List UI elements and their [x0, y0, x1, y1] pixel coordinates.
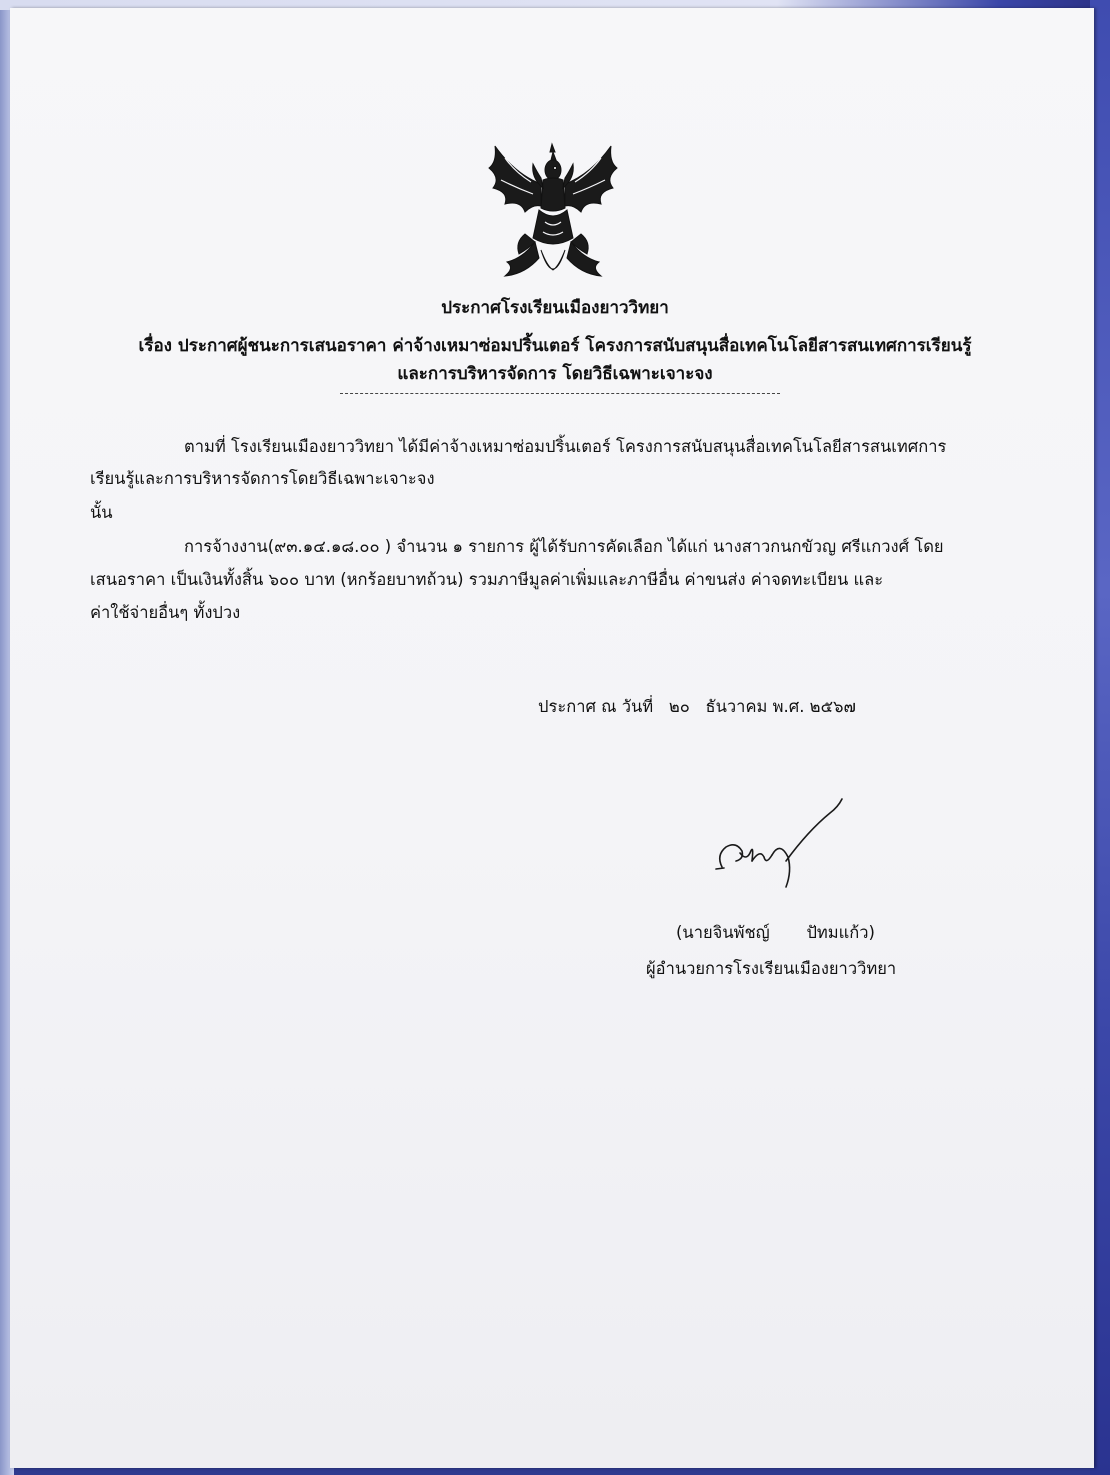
announce-date: ประกาศ ณ วันที่ ๒๐ ธันวาคม พ.ศ. ๒๕๖๗ — [538, 697, 856, 716]
paragraph1-line2: เรียนรู้และการบริหารจัดการโดยวิธีเฉพาะเจาะจง — [90, 469, 435, 488]
paragraph2-line3: ค่าใช้จ่ายอื่นๆ ทั้งปวง — [90, 603, 241, 622]
paragraph2-line2: เสนอราคา เป็นเงินทั้งสิ้น ๖๐๐ บาท (หกร้อยบาทถ้วน) รวมภาษีมูลค่าเพิ่มและภาษีอื่น ค่าขนส่ง ค่าจดทะเบียน และ — [90, 570, 884, 589]
subject-line-1: เรื่อง ประกาศผู้ชนะการเสนอราคา ค่าจ้างเหมาซ่อมปริ้นเตอร์ โครงการสนับสนุนสื่อเทคโนโลยีสารสนเทศการเรียนรู้ — [138, 336, 972, 356]
signer-position: ผู้อำนวยการโรงเรียนเมืองยาววิทยา — [646, 959, 897, 978]
paragraph2-line1: การจ้างงาน(๙๓.๑๔.๑๘.๐๐ ) จำนวน ๑ รายการ ผู้ได้รับการคัดเลือก ได้แก่ นางสาวกนกขัวญ ศรีแกวงศ์ โดย — [184, 537, 944, 556]
title-divider — [340, 393, 780, 394]
document-title: ประกาศโรงเรียนเมืองยาววิทยา — [441, 298, 669, 318]
garuda-emblem-icon — [485, 138, 620, 288]
subject-line-2: และการบริหารจัดการ โดยวิธีเฉพาะเจาะจง — [397, 364, 713, 384]
paragraph1-line3: นั้น — [90, 503, 113, 522]
signer-name: (นายจินพัชญ์ ปัทมแก้ว) — [676, 923, 875, 942]
paragraph1-line1: ตามที่ โรงเรียนเมืองยาววิทยา ได้มีค่าจ้างเหมาซ่อมปริ้นเตอร์ โครงการสนับสนุนสื่อเทคโนโลยีสารสนเทศการ — [184, 437, 947, 456]
handwritten-signature — [712, 795, 862, 895]
